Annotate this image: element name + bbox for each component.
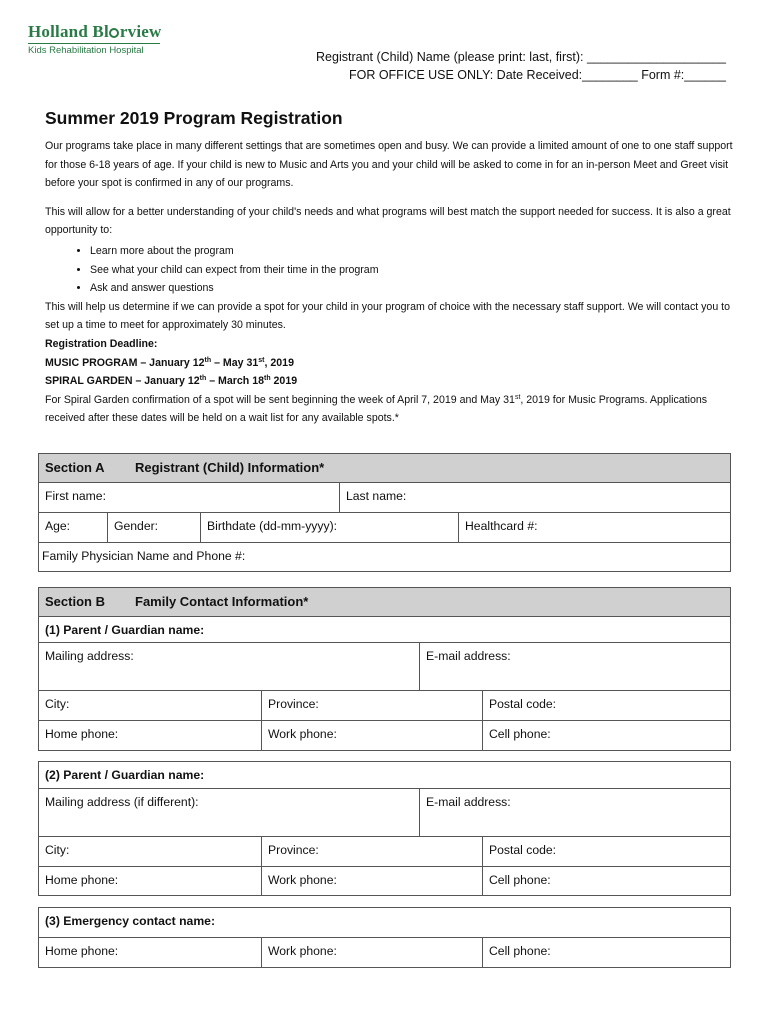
details-row — [39, 512, 730, 542]
intro-paragraph-2: This will allow for a better understanding of your child's needs and what programs will best match the support needed for success. It is also a great opportunity to: — [45, 205, 731, 237]
guardian-2-province-field[interactable]: Province: — [261, 837, 482, 866]
hospital-logo — [28, 22, 161, 56]
section-a-id: Section A — [45, 460, 105, 475]
intro-paragraph-1: Our programs take place in many different settings that are sometimes open and busy. We can provide a limited amount of one to one staff support for those 6-18 years of age. If your child is new to Music and Arts you and your child will be asked to come in for an in-person Meet and Greet visit before your spot is confirmed in any of our programs. — [45, 140, 733, 190]
guardian-1-province-field[interactable]: Province: — [261, 691, 482, 720]
guardian-2-work-phone-field[interactable]: Work phone: — [261, 867, 482, 895]
registrant-name-line[interactable]: Registrant (Child) Name (please print: last, first): ____________________ — [316, 50, 726, 64]
guardian-2-name-field[interactable]: (2) Parent / Guardian name: — [45, 768, 205, 782]
emergency-cell-phone-field[interactable]: Cell phone: — [482, 938, 730, 967]
page-title: Summer 2019 Program Registration — [45, 108, 343, 128]
section-b-header — [39, 588, 730, 616]
guardian-2-phone-row — [39, 866, 730, 895]
music-deadline: MUSIC PROGRAM – January 12th – May 31st, 2019 — [45, 356, 294, 369]
guardian-2-city-row — [39, 836, 730, 866]
gender-field[interactable]: Gender: — [107, 513, 200, 542]
logo-name: Holland Bl rview — [28, 22, 162, 41]
physician-row — [39, 542, 730, 571]
guardian-1-cell-phone-field[interactable]: Cell phone: — [482, 721, 730, 750]
logo-o-mark — [109, 28, 119, 38]
guardian-1-postal-field[interactable]: Postal code: — [482, 691, 730, 720]
section-b-id: Section B — [45, 594, 105, 609]
age-field[interactable]: Age: — [45, 519, 71, 533]
guardian-2-block — [38, 761, 731, 896]
healthcard-field[interactable]: Healthcard #: — [458, 513, 730, 542]
list-item: • See what your child can expect from their time in the program — [90, 261, 735, 280]
section-a-title: Registrant (Child) Information* — [135, 460, 325, 475]
list-item: • Ask and answer questions — [90, 279, 735, 298]
confirmation-note: For Spiral Garden confirmation of a spot will be sent beginning the week of April 7, 2019 and May 31st, 2019 for Music Programs. Applications received after these dates will be held on a wait list for any available spots.* — [45, 393, 708, 425]
guardian-2-home-phone-field[interactable]: Home phone: — [45, 873, 119, 887]
name-row — [39, 482, 730, 512]
section-b-family-contact — [38, 587, 731, 751]
guardian-2-city-field[interactable]: City: — [45, 843, 70, 857]
guardian-2-postal-field[interactable]: Postal code: — [482, 837, 730, 866]
guardian-1-mailing-field[interactable]: Mailing address: — [45, 649, 134, 663]
emergency-home-phone-field[interactable]: Home phone: — [45, 944, 119, 958]
guardian-1-city-field[interactable]: City: — [45, 697, 70, 711]
guardian-1-work-phone-field[interactable]: Work phone: — [261, 721, 482, 750]
guardian-1-city-row — [39, 690, 730, 720]
list-item: • Learn more about the program — [90, 242, 735, 261]
spiral-deadline: SPIRAL GARDEN – January 12th – March 18th 2019 — [45, 375, 298, 388]
emergency-phone-row — [39, 937, 730, 967]
guardian-2-address-row — [39, 788, 730, 836]
physician-field[interactable]: Family Physician Name and Phone #: — [42, 549, 246, 563]
section-b-title: Family Contact Information* — [135, 594, 309, 609]
section-a-header — [39, 454, 730, 482]
office-use-header — [316, 48, 726, 84]
intro-text — [45, 137, 735, 428]
guardian-2-email-field[interactable]: E-mail address: — [419, 789, 730, 836]
last-name-field[interactable]: Last name: — [339, 483, 730, 512]
section-a-registrant — [38, 453, 731, 572]
birthdate-field[interactable]: Birthdate (dd-mm-yyyy): — [200, 513, 458, 542]
guardian-1-phone-row — [39, 720, 730, 750]
emergency-work-phone-field[interactable]: Work phone: — [261, 938, 482, 967]
logo-rule — [28, 43, 160, 44]
guardian-1-name-field[interactable]: (1) Parent / Guardian name: — [39, 616, 730, 642]
logo-subtitle: Kids Rehabilitation Hospital — [28, 45, 144, 56]
deadline-label: Registration Deadline: — [45, 337, 158, 350]
emergency-name-field[interactable]: (3) Emergency contact name: — [45, 914, 216, 928]
emergency-contact-block — [38, 907, 731, 968]
intro-paragraph-3: This will help us determine if we can provide a spot for your child in your program of choice with the necessary staff support. We will contact you to set up a time to meet for approximately 30 minutes. — [45, 300, 730, 332]
guardian-2-cell-phone-field[interactable]: Cell phone: — [482, 867, 730, 895]
office-use-line: FOR OFFICE USE ONLY: Date Received:________ Form #:______ — [348, 68, 726, 82]
guardian-2-mailing-field[interactable]: Mailing address (if different): — [45, 795, 199, 809]
guardian-1-home-phone-field[interactable]: Home phone: — [45, 727, 119, 741]
guardian-1-address-row — [39, 642, 730, 690]
first-name-field[interactable]: First name: — [45, 489, 106, 503]
opportunity-list — [45, 242, 735, 298]
guardian-1-email-field[interactable]: E-mail address: — [419, 643, 730, 690]
